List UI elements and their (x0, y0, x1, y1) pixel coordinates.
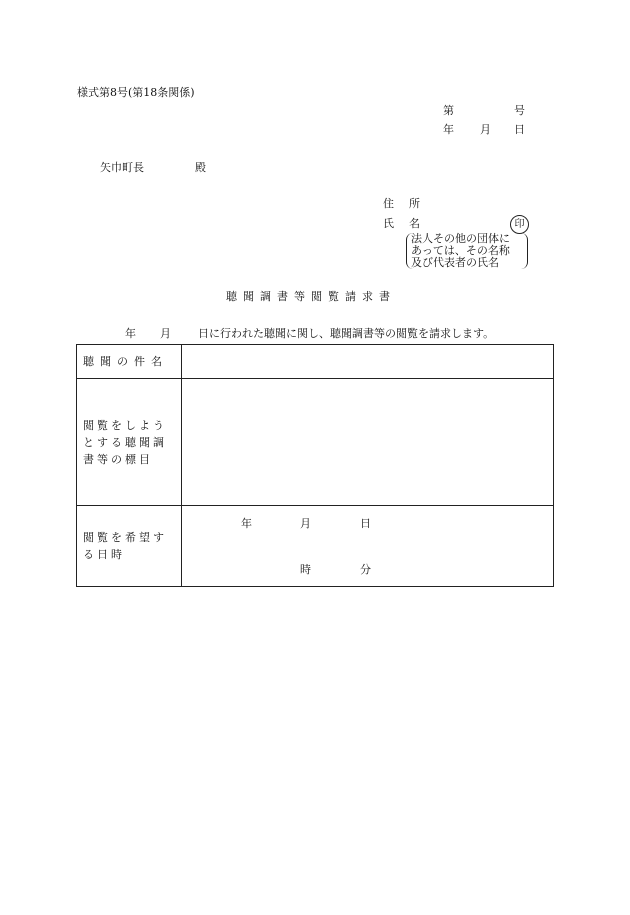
table-row (77, 345, 554, 379)
note-line-2: あっては、その名称 (411, 244, 510, 257)
document-titles-field[interactable] (182, 379, 554, 506)
name-label: 氏 名 (383, 217, 422, 230)
form-id: 様式第8号(第18条関係) (77, 86, 195, 99)
subject-field[interactable] (182, 345, 554, 379)
datetime-day: 日 (360, 517, 371, 530)
document-titles-label: 閲覧をしようとする聴聞調書等の標目 (77, 379, 182, 506)
subject-label: 聴聞の件名 (77, 345, 182, 379)
intro-year: 年 (125, 327, 136, 340)
document-title: 聴聞調書等閲覧請求書 (226, 290, 396, 303)
addressee-honorific: 殿 (195, 161, 206, 174)
number-go: 号 (514, 104, 525, 117)
date-month: 月 (480, 123, 491, 136)
intro-text: 日に行われた聴聞に関し、聴聞調書等の閲覧を請求します。 (198, 327, 495, 340)
datetime-month: 月 (300, 517, 311, 530)
note-line-1: 法人その他の団体に (411, 232, 510, 245)
datetime-hour: 時 (300, 563, 311, 576)
table-row (77, 379, 554, 506)
corporation-note (406, 233, 528, 269)
datetime-year: 年 (241, 517, 252, 530)
datetime-minute: 分 (360, 563, 371, 576)
request-table (76, 344, 554, 587)
addressee-name: 矢巾町長 (100, 161, 144, 174)
note-line-3: 及び代表者の氏名 (411, 256, 499, 269)
datetime-field[interactable] (182, 506, 554, 587)
date-day: 日 (514, 123, 525, 136)
table-row (77, 506, 554, 587)
seal-mark: 印 (510, 215, 529, 234)
number-dai: 第 (443, 104, 454, 117)
datetime-label: 閲覧を希望する日時 (77, 506, 182, 587)
date-year: 年 (443, 123, 454, 136)
address-label: 住 所 (383, 197, 422, 210)
intro-month: 月 (160, 327, 171, 340)
